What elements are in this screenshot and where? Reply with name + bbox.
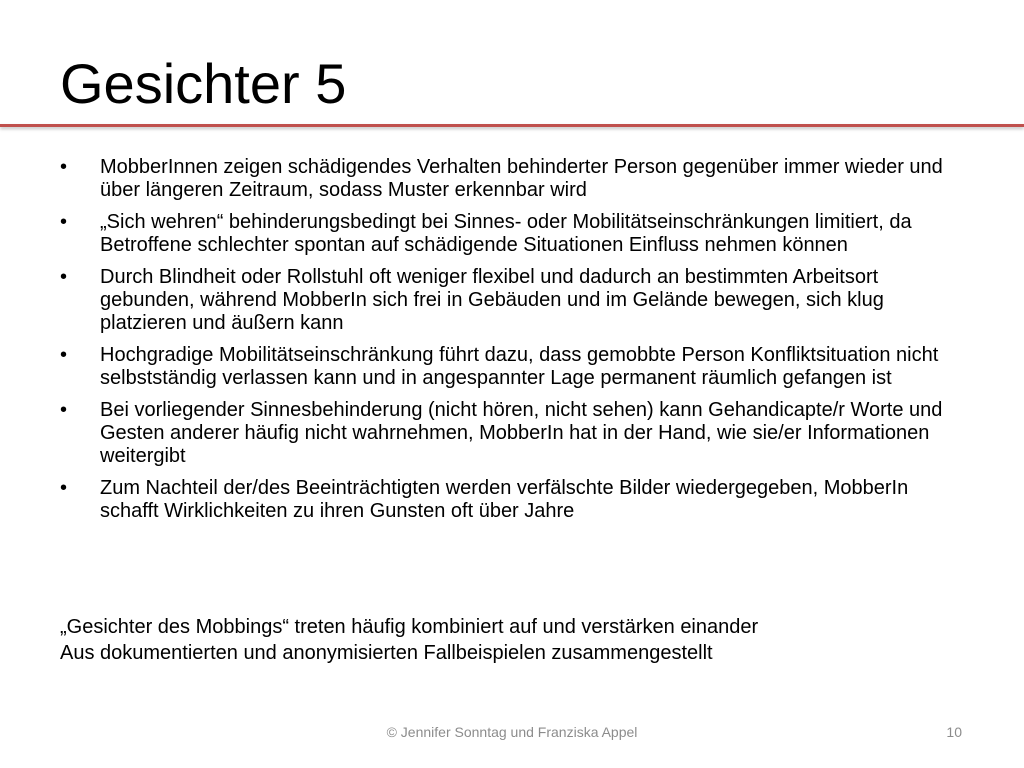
title-divider: [0, 124, 1024, 127]
slide-title: Gesichter 5: [60, 52, 347, 115]
bullet-text: Hochgradige Mobilitätseinschränkung führt dazu, dass gemobbte Person Konfliktsituation nicht selbstständig verlassen kann und in angespannter Lage permanent räumlich gefangen ist: [100, 344, 939, 389]
bullet-icon: •: [60, 399, 68, 421]
bullet-icon: •: [60, 156, 68, 178]
bullet-text: MobberInnen zeigen schädigendes Verhalten behinderter Person gegenüber immer wieder und über längeren Zeitraum, sodass Muster erkennbar wird: [100, 156, 943, 201]
bullet-item: [60, 477, 970, 523]
bullet-item: [60, 156, 970, 202]
summary-line: „Gesichter des Mobbings“ treten häufig kombiniert auf und verstärken einander: [60, 616, 759, 638]
bullet-icon: •: [60, 477, 68, 499]
summary-line: Aus dokumentierten und anonymisierten Fallbeispielen zusammengestellt: [60, 642, 713, 664]
bullet-icon: •: [60, 344, 68, 366]
bullet-text: Durch Blindheit oder Rollstuhl oft weniger flexibel und dadurch an bestimmten Arbeitsort gebunden, während MobberIn sich frei in Gebäuden und im Gelände bewegen, sich klug platzieren und äußern kann: [100, 266, 884, 334]
bullet-item: [60, 344, 970, 390]
bullet-text: Zum Nachteil der/des Beeinträchtigten werden verfälschte Bilder wiedergegeben, MobberIn schafft Wirklichkeiten zu ihren Gunsten oft über Jahre: [100, 477, 909, 522]
bullet-text: Bei vorliegender Sinnesbehinderung (nicht hören, nicht sehen) kann Gehandicapte/r Worte und Gesten anderer häufig nicht wahrnehmen, MobberIn hat in der Hand, wie sie/er Informationen weitergibt: [100, 399, 943, 467]
bullet-item: [60, 211, 970, 257]
page-number: 10: [946, 724, 962, 740]
bullet-icon: •: [60, 266, 68, 288]
bullet-list: [60, 156, 970, 532]
bullet-text: „Sich wehren“ behinderungsbedingt bei Sinnes- oder Mobilitätseinschränkungen limitiert, da Betroffene schlechter spontan auf schädigende Situationen Einfluss nehmen können: [100, 211, 912, 256]
bullet-item: [60, 399, 970, 468]
bullet-item: [60, 266, 970, 335]
summary-notes: [60, 614, 990, 666]
footer-copyright: © Jennifer Sonntag und Franziska Appel: [386, 724, 638, 740]
bullet-icon: •: [60, 211, 68, 233]
